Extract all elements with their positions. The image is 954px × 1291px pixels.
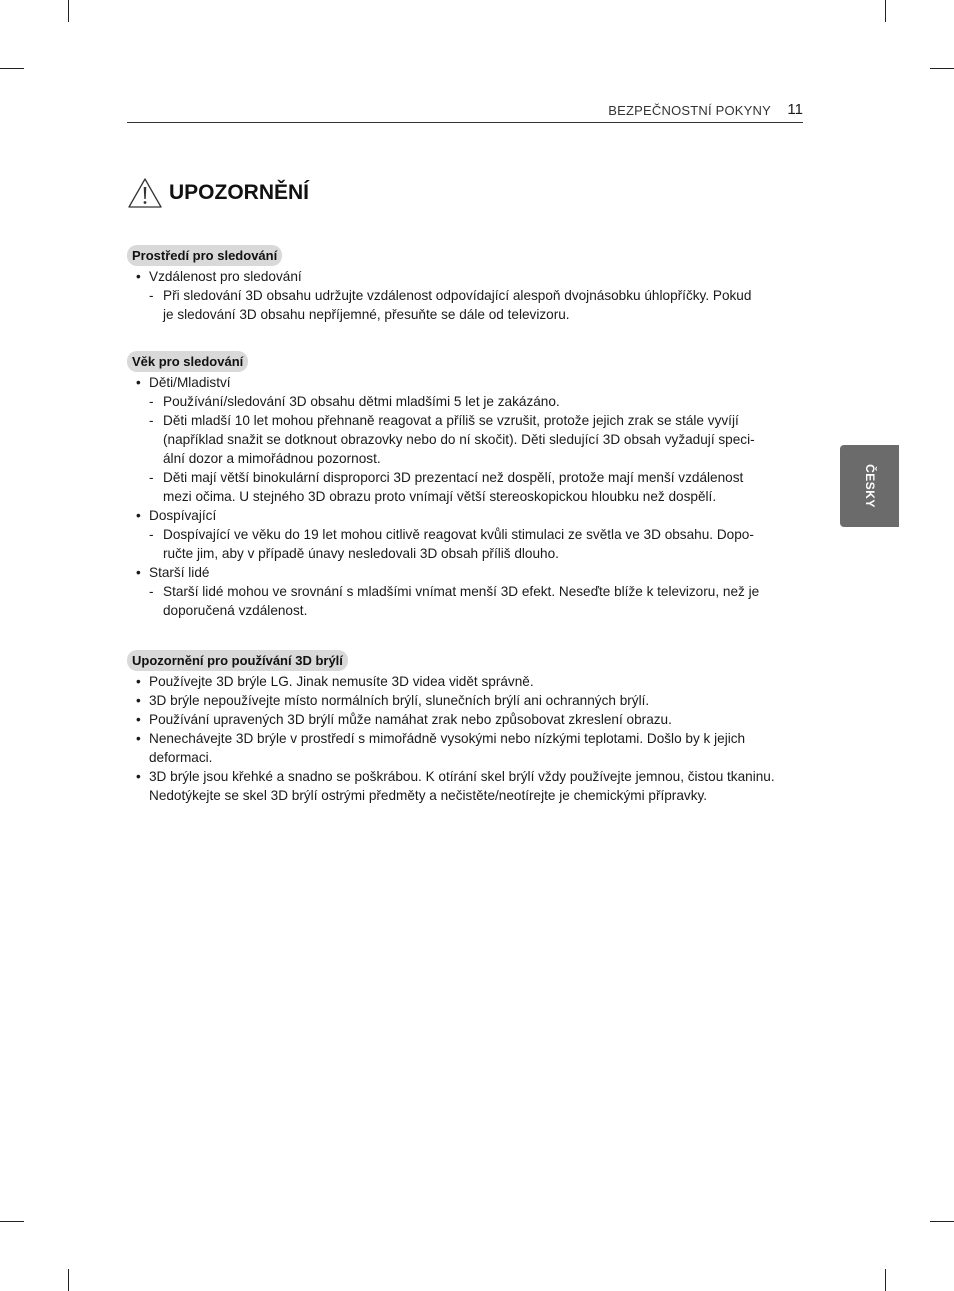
warning-triangle-icon xyxy=(127,177,163,209)
list-item: • 3D brýle nepoužívejte místo normálních brýlí, slunečních brýlí ani ochranných brýlí. xyxy=(136,693,650,708)
list-subitem: - Starší lidé mohou ve srovnání s mladšími vnímat menší 3D efekt. Neseďte blíže k televizoru, než je doporučená vzdálenost. xyxy=(149,584,760,618)
page-number: 11 xyxy=(787,101,803,118)
section-viewing-age xyxy=(127,351,807,620)
list-item: • Používejte 3D brýle LG. Jinak nemusíte 3D videa vidět správně. xyxy=(136,674,534,689)
title-text: UPOZORNĚNÍ xyxy=(169,181,310,204)
list-subitem: - Děti mají větší binokulární disproporci 3D prezentací než dospělí, protože mají menší vzdálenost mezi očima. U stejného 3D obrazu proto vnímají větší stereoskopickou hloubku než dospělí. xyxy=(149,470,744,504)
list-subitem: - Při sledování 3D obsahu udržujte vzdálenost odpovídající alespoň dvojnásobku úhlopříčky. Pokud je sledování 3D obsahu nepříjemné, přesuňte se dále od televizoru. xyxy=(149,288,752,322)
section-3d-glasses-caution xyxy=(127,650,807,805)
page-title xyxy=(127,176,309,210)
list-item: • 3D brýle jsou křehké a snadno se poškrábou. K otírání skel brýlí vždy používejte jemnou, čistou tkaninu. Nedotýkejte se skel 3D brýlí ostrými předměty a nečistěte/neotírejte je chemickými přípravky. xyxy=(136,769,775,803)
crop-mark xyxy=(0,1221,24,1222)
crop-mark xyxy=(930,68,954,69)
crop-mark xyxy=(68,1269,69,1291)
list-item: • Vzdálenost pro sledování - Při sledování 3D obsahu udržujte vzdálenost odpovídající alespoň dvojnásobku úhlopříčky. Pokud je sledování 3D obsahu nepříjemné, přesuňte se dále od televizoru. xyxy=(127,267,807,324)
crop-mark xyxy=(68,0,69,22)
crop-mark xyxy=(885,1269,886,1291)
list-subitem: - Používání/sledování 3D obsahu dětmi mladšími 5 let je zakázáno. xyxy=(149,394,560,409)
section-heading: Věk pro sledování xyxy=(127,351,248,372)
list-item: • Nenechávejte 3D brýle v prostředí s mimořádně vysokými nebo nízkými teplotami. Došlo by k jejich deformaci. xyxy=(136,731,746,765)
page-header xyxy=(127,100,803,123)
list-subitem: - Děti mladší 10 let mohou přehnaně reagovat a příliš se vzrušit, protože jejich zrak se stále vyvíjí (například snažit se dotknout obrazovky nebo do ní skočit). Děti sledující 3D obsah vyžadují speci- ální dozor a mimořádnou pozornost. xyxy=(149,413,755,466)
list-item: • Dospívající - Dospívající ve věku do 19 let mohou citlivě reagovat kvůli stimulaci ze světla ve 3D obsahu. Dopo- ručte jim, aby v případě únavy nesledovali 3D obsah příliš dlouho. xyxy=(127,506,807,563)
list-item: • Starší lidé - Starší lidé mohou ve srovnání s mladšími vnímat menší 3D efekt. Neseďte blíže k televizoru, než je doporučená vzdálenost. xyxy=(127,563,807,620)
crop-mark xyxy=(0,68,24,69)
list-item: • Děti/Mladiství - Používání/sledování 3D obsahu dětmi mladšími 5 let je zakázáno. - Děti mladší 10 let mohou přehnaně reagovat a příliš se vzrušit, protože jejich zrak se stále vyvíjí (například snažit se dotknout obrazovky nebo do ní skočit). Děti sledující 3D obsah vyžadují speci- ální dozor a mimořádnou pozornost. - Děti mají větší binokulární disproporci 3D prezentací než dospělí, protože mají menší vzdálenost mezi očima. U stejného 3D obrazu proto vnímají větší stereoskopickou hloubku než dospělí. xyxy=(127,373,807,506)
section-viewing-environment xyxy=(127,245,807,324)
section-heading: Upozornění pro používání 3D brýlí xyxy=(127,650,348,671)
language-tab xyxy=(840,445,899,527)
crop-mark xyxy=(930,1221,954,1222)
section-heading: Prostředí pro sledování xyxy=(127,245,282,266)
crop-mark xyxy=(885,0,886,22)
list-item: • Používání upravených 3D brýlí může namáhat zrak nebo způsobovat zkreslení obrazu. xyxy=(136,712,672,727)
list-subitem: - Dospívající ve věku do 19 let mohou citlivě reagovat kvůli stimulaci ze světla ve 3D obsahu. Dopo- ručte jim, aby v případě únavy nesledovali 3D obsah příliš dlouho. xyxy=(149,527,754,561)
language-tab-label: ČESKY xyxy=(862,464,877,508)
header-section-title: BEZPEČNOSTNÍ POKYNY xyxy=(608,103,771,118)
